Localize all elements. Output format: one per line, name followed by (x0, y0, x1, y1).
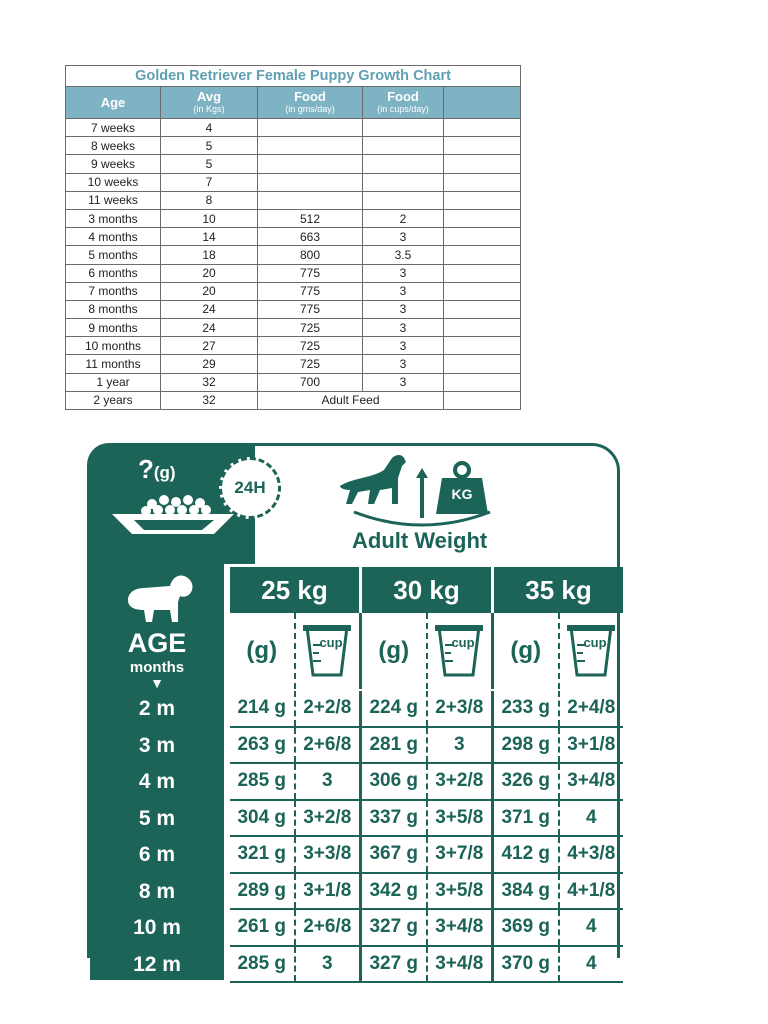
grams-cell: 327 g (362, 947, 428, 982)
table-cell: 3 (363, 355, 444, 373)
grams-cell: 281 g (362, 728, 428, 763)
row-cells (230, 837, 623, 874)
table-cell: 775 (258, 264, 363, 282)
grams-cell: 224 g (362, 691, 428, 726)
table-cell: 7 months (66, 282, 161, 300)
table-row (90, 764, 623, 801)
table-row (66, 119, 521, 137)
table-cell (444, 391, 521, 409)
table-cell: 8 weeks (66, 137, 161, 155)
row-age: 8 m (138, 879, 176, 903)
table-cell (363, 191, 444, 209)
age-header (90, 566, 224, 690)
table-cell: 10 (161, 209, 258, 227)
arrow-down-icon: ▼ (150, 675, 164, 691)
cups-cell: 3+1/8 (296, 874, 363, 909)
row-age: 2 m (138, 697, 176, 721)
table-cell: 3.5 (363, 246, 444, 264)
cups-cell: 3+4/8 (428, 910, 495, 945)
age-label: AGE (127, 628, 187, 658)
table-row (90, 728, 623, 765)
table-row (66, 337, 521, 355)
puppy-icon (124, 570, 196, 626)
table-cell: 3 (363, 282, 444, 300)
table-row (66, 209, 521, 227)
table-cell: 775 (258, 300, 363, 318)
table-cell (258, 119, 363, 137)
table-cell: 3 (363, 319, 444, 337)
cups-cell: 3 (428, 728, 495, 763)
table-cell: 3 (363, 264, 444, 282)
feeding-rows (90, 691, 623, 983)
table-cell: 24 (161, 300, 258, 318)
table-cell: 3 (363, 300, 444, 318)
table-cell: 700 (258, 373, 363, 391)
table-cell: 32 (161, 391, 258, 409)
table-cell: 663 (258, 228, 363, 246)
row-age: 3 m (138, 733, 176, 757)
table-row (90, 947, 623, 984)
unit-grams: (g) (362, 613, 428, 689)
feeding-chart-panel (87, 443, 620, 976)
grams-cell: 285 g (230, 947, 296, 982)
table-row (66, 173, 521, 191)
cup-icon (296, 613, 363, 689)
table-cell: 3 (363, 228, 444, 246)
kg-weight-icon: KG (434, 462, 490, 516)
row-age: 4 m (138, 770, 176, 794)
grams-cell: 370 g (494, 947, 560, 982)
header-food-gms: Food (in gms/day) (258, 87, 363, 119)
table-cell: 18 (161, 246, 258, 264)
grams-cell: 371 g (494, 801, 560, 836)
table-cell: 14 (161, 228, 258, 246)
clock-24h-icon: 24H (219, 457, 281, 519)
table-cell: 5 months (66, 246, 161, 264)
table-row (66, 228, 521, 246)
table-cell (444, 373, 521, 391)
cups-cell: 3+7/8 (428, 837, 495, 872)
svg-text:cup: cup (583, 635, 607, 650)
table-cell: 9 weeks (66, 155, 161, 173)
weight-35kg: 35 kg (525, 574, 592, 605)
cups-cell: 2+2/8 (296, 691, 363, 726)
svg-text:cup: cup (451, 635, 475, 650)
table-cell: 2 (363, 209, 444, 227)
cups-cell: 3 (296, 764, 363, 799)
table-cell: 1 year (66, 373, 161, 391)
grams-cell: 321 g (230, 837, 296, 872)
table-cell: 5 (161, 155, 258, 173)
grams-cell: 337 g (362, 801, 428, 836)
header-avg: Avg (in Kgs) (161, 87, 258, 119)
row-cells (230, 801, 623, 838)
table-cell: 775 (258, 282, 363, 300)
grams-cell: 214 g (230, 691, 296, 726)
grams-cell: 412 g (494, 837, 560, 872)
table-cell: 3 (363, 337, 444, 355)
row-cells (230, 764, 623, 801)
table-cell (363, 155, 444, 173)
table-cell (444, 246, 521, 264)
table-cell: 11 months (66, 355, 161, 373)
table-row (66, 191, 521, 209)
table-cell (444, 119, 521, 137)
cups-cell: 4+3/8 (567, 843, 616, 865)
table-row (66, 373, 521, 391)
grams-cell: 261 g (230, 910, 296, 945)
table-cell: 2 years (66, 391, 161, 409)
table-row (66, 300, 521, 318)
svg-text:cup: cup (319, 635, 343, 650)
grams-cell: 304 g (230, 801, 296, 836)
adult-feed-cell: Adult Feed (258, 391, 444, 409)
grams-cell: 327 g (362, 910, 428, 945)
grams-cell: 306 g (362, 764, 428, 799)
table-cell: 4 months (66, 228, 161, 246)
table-cell (258, 137, 363, 155)
cups-cell: 3+5/8 (428, 801, 495, 836)
unit-grams: (g) (494, 613, 560, 689)
weight-25kg: 25 kg (230, 567, 362, 613)
cups-cell: 2+6/8 (296, 910, 363, 945)
table-cell: 7 weeks (66, 119, 161, 137)
table-cell (444, 209, 521, 227)
table-cell (363, 137, 444, 155)
cups-cell: 3+5/8 (428, 874, 495, 909)
cups-cell: 3+4/8 (567, 770, 616, 792)
table-cell: 8 months (66, 300, 161, 318)
adult-weight-header (230, 567, 623, 613)
table-cell: 9 months (66, 319, 161, 337)
table-cell: 6 months (66, 264, 161, 282)
unit-grams: (g) (230, 613, 296, 689)
cups-cell: 3 (296, 947, 363, 982)
weight-30kg: 30 kg (362, 567, 494, 613)
table-cell: 725 (258, 355, 363, 373)
grams-cell: 326 g (494, 764, 560, 799)
cups-cell: 3+4/8 (428, 947, 495, 982)
grams-cell: 342 g (362, 874, 428, 909)
table-cell: 29 (161, 355, 258, 373)
row-age: 5 m (138, 806, 176, 830)
row-age: 10 m (133, 916, 181, 940)
table-row (90, 801, 623, 838)
row-age: 6 m (138, 843, 176, 867)
header-blank (444, 87, 521, 119)
cups-cell: 4 (585, 916, 597, 938)
question-grams-label: ?(g) (138, 454, 176, 484)
table-cell: 10 months (66, 337, 161, 355)
cup-icon (428, 613, 495, 689)
table-cell: 10 weeks (66, 173, 161, 191)
cup-icon (560, 613, 624, 689)
header-food-cups: Food (in cups/day) (363, 87, 444, 119)
grams-cell: 285 g (230, 764, 296, 799)
table-cell (444, 300, 521, 318)
table-cell: 24 (161, 319, 258, 337)
grams-cell: 298 g (494, 728, 560, 763)
table-cell: 3 (363, 373, 444, 391)
table-cell: 725 (258, 319, 363, 337)
table-cell (444, 282, 521, 300)
table-cell (444, 191, 521, 209)
table-row (66, 155, 521, 173)
table-cell: 725 (258, 337, 363, 355)
cups-cell: 3+1/8 (567, 733, 616, 755)
row-cells (230, 947, 623, 984)
growth-chart-table (65, 65, 521, 410)
table-cell: 4 (161, 119, 258, 137)
table-cell: 27 (161, 337, 258, 355)
table-row (66, 391, 521, 409)
table-cell: 3 months (66, 209, 161, 227)
table-row (66, 246, 521, 264)
table-cell (258, 191, 363, 209)
growth-chart-header-row (66, 87, 521, 119)
table-cell: 5 (161, 137, 258, 155)
grams-cell: 384 g (494, 874, 560, 909)
table-cell: 800 (258, 246, 363, 264)
table-row (90, 874, 623, 911)
table-cell (258, 173, 363, 191)
row-age: 12 m (133, 952, 181, 976)
table-row (66, 264, 521, 282)
grams-cell: 233 g (494, 691, 560, 726)
table-row (90, 837, 623, 874)
cups-cell: 3+2/8 (296, 801, 363, 836)
row-cells (230, 691, 623, 728)
table-cell (363, 119, 444, 137)
row-cells (230, 874, 623, 911)
table-cell: 32 (161, 373, 258, 391)
table-cell (444, 228, 521, 246)
table-cell: 20 (161, 282, 258, 300)
row-cells (230, 728, 623, 765)
table-cell: 7 (161, 173, 258, 191)
cups-cell: 2+4/8 (567, 697, 616, 719)
cups-cell: 4 (585, 806, 597, 828)
row-cells (230, 910, 623, 947)
table-cell (444, 337, 521, 355)
cups-cell: 4 (585, 952, 597, 974)
table-row (66, 355, 521, 373)
table-row (66, 319, 521, 337)
adult-weight-label: Adult Weight (352, 528, 488, 553)
table-cell (363, 173, 444, 191)
months-label: months (129, 659, 185, 676)
table-cell (444, 155, 521, 173)
table-row (90, 691, 623, 728)
grams-cell: 367 g (362, 837, 428, 872)
table-cell (444, 319, 521, 337)
table-cell (444, 137, 521, 155)
unit-row (230, 613, 623, 689)
table-cell: 512 (258, 209, 363, 227)
table-cell (444, 355, 521, 373)
table-cell (258, 155, 363, 173)
table-row (66, 137, 521, 155)
table-cell: 20 (161, 264, 258, 282)
cups-cell: 2+6/8 (296, 728, 363, 763)
table-cell: 11 weeks (66, 191, 161, 209)
table-cell (444, 264, 521, 282)
grams-cell: 289 g (230, 874, 296, 909)
table-row (90, 910, 623, 947)
cups-cell: 3+2/8 (428, 764, 495, 799)
grams-cell: 369 g (494, 910, 560, 945)
table-cell: 8 (161, 191, 258, 209)
grams-cell: 263 g (230, 728, 296, 763)
cups-cell: 2+3/8 (428, 691, 495, 726)
growth-chart-title: Golden Retriever Female Puppy Growth Chart (66, 66, 521, 87)
table-row (66, 282, 521, 300)
header-age: Age (66, 87, 161, 119)
table-cell (444, 173, 521, 191)
growth-chart-body (66, 119, 521, 410)
cups-cell: 3+3/8 (296, 837, 363, 872)
cups-cell: 4+1/8 (567, 879, 616, 901)
